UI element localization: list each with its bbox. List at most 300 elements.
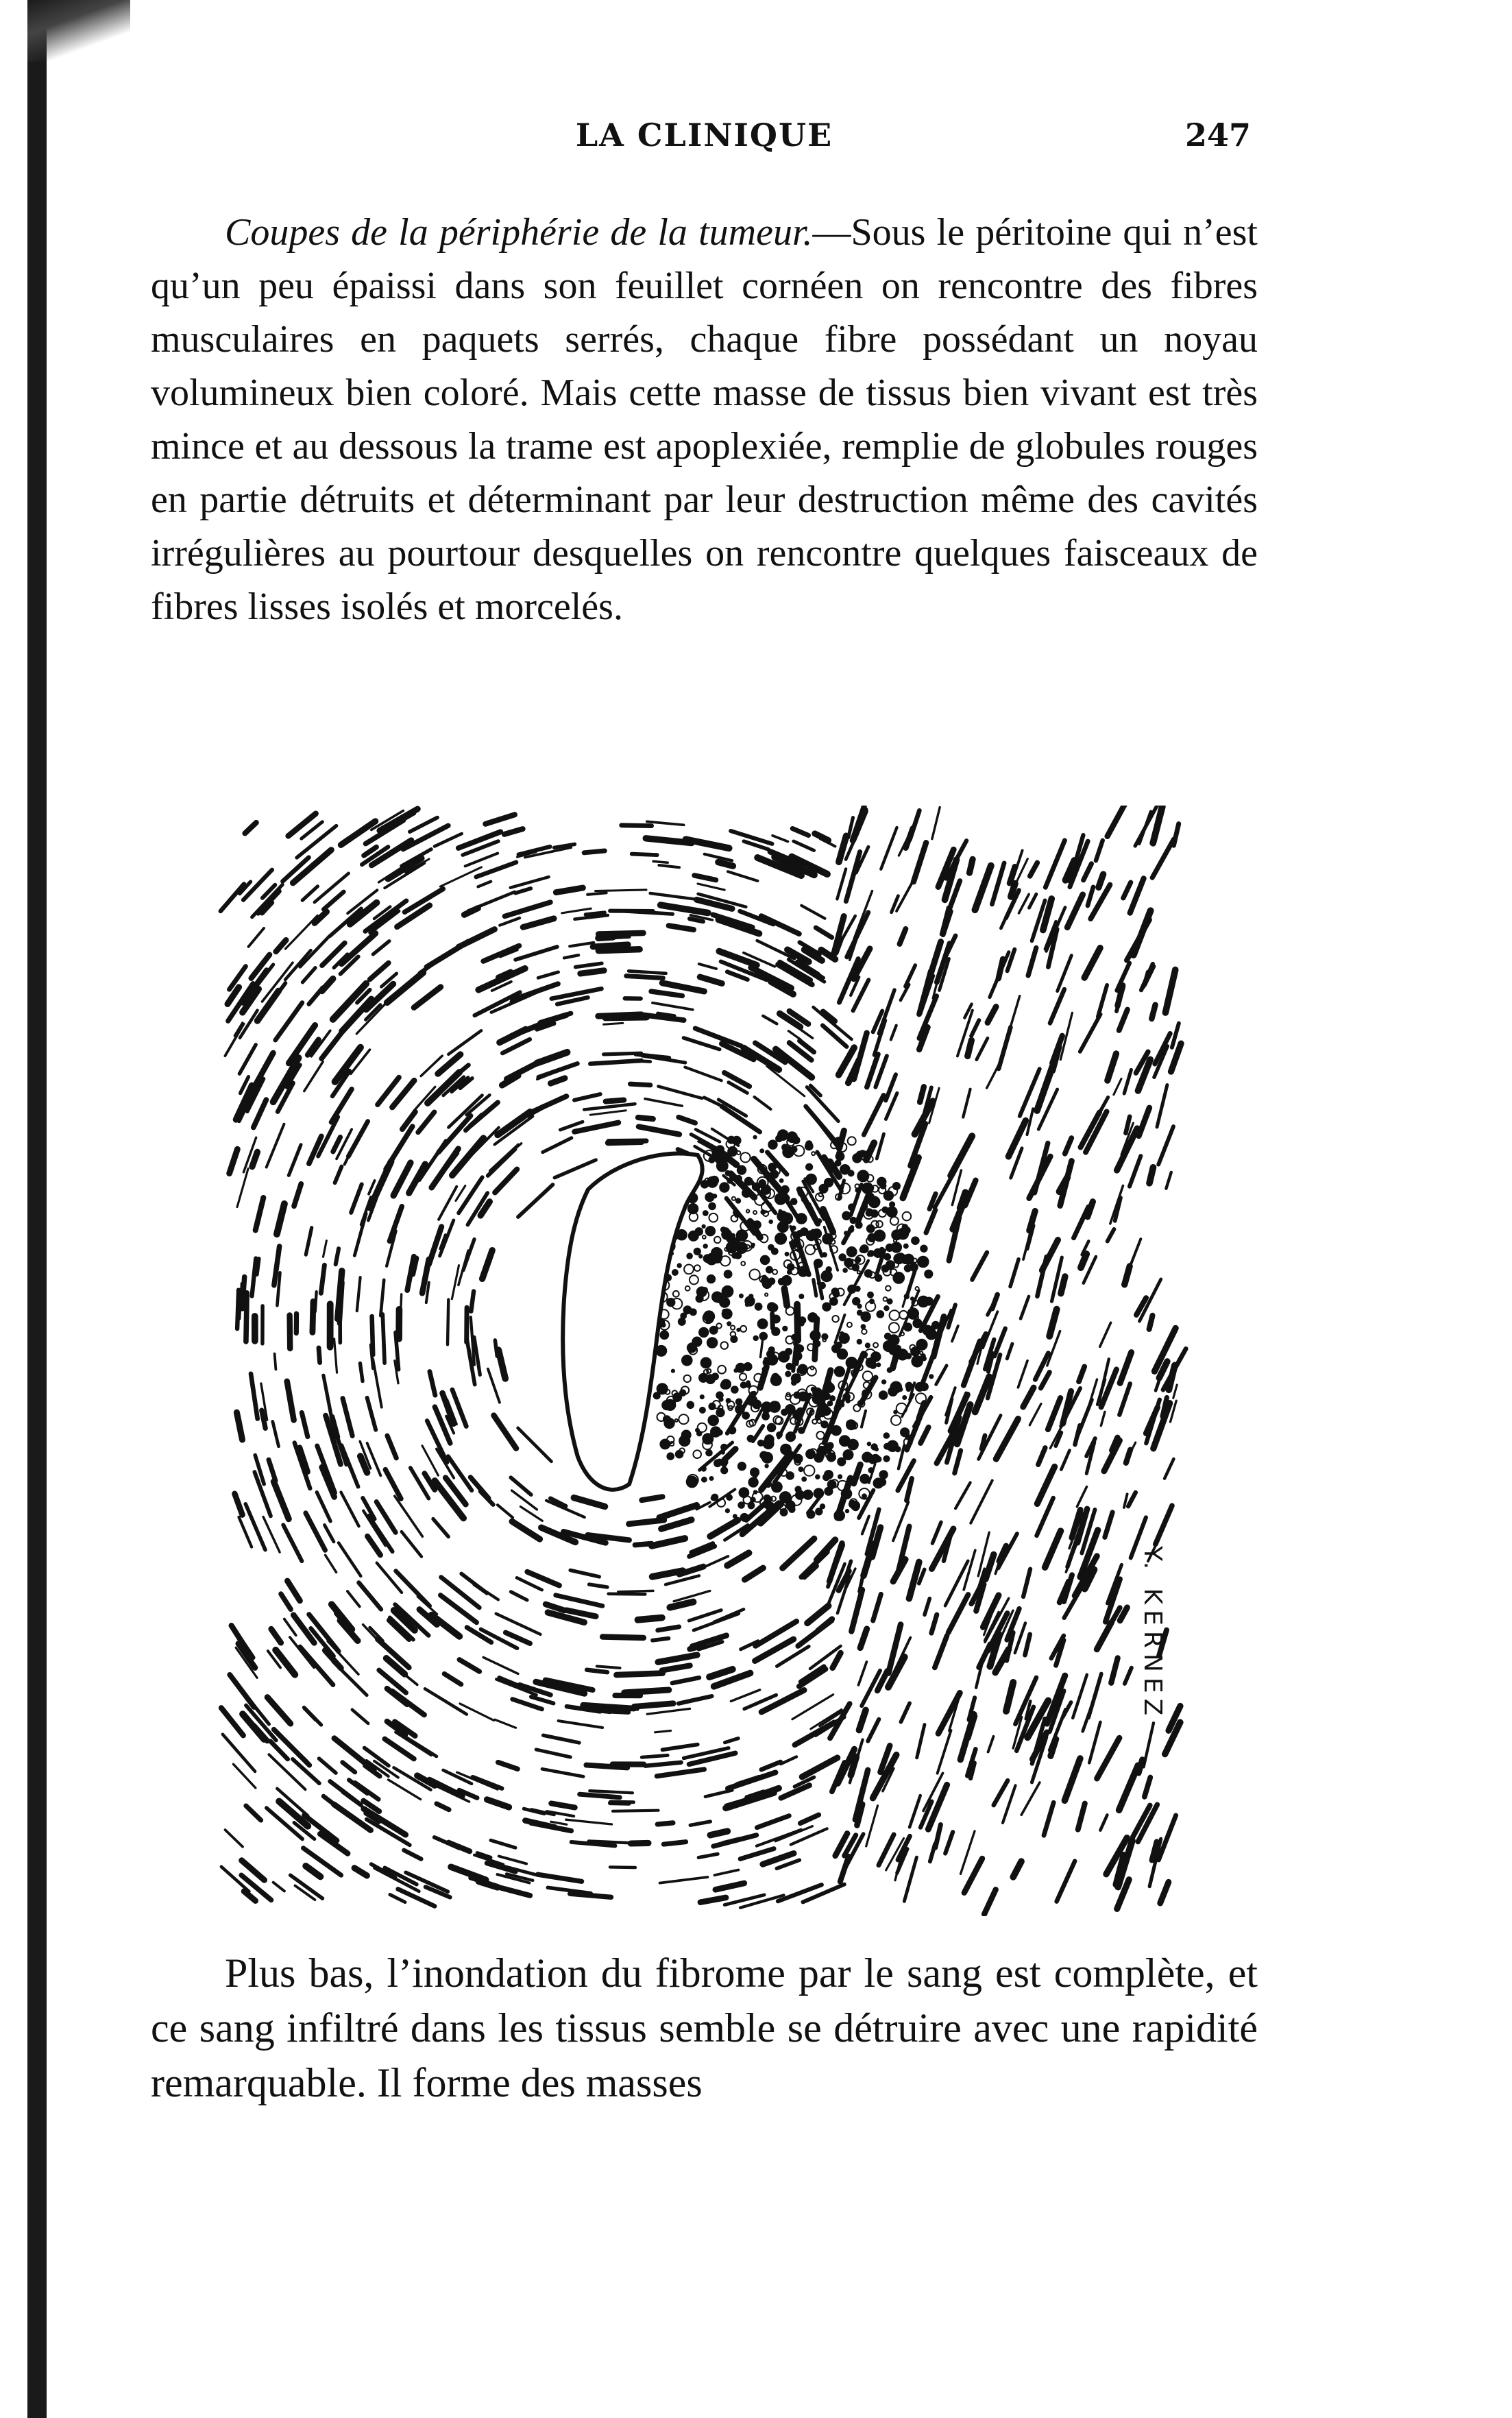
nucleus-dot [817, 1219, 821, 1223]
fiber-stroke [1019, 894, 1029, 913]
nucleus-dot [903, 1212, 912, 1221]
nucleus-dot [690, 1275, 698, 1284]
nucleus-dot [753, 1211, 757, 1214]
nucleus-dot [706, 1254, 717, 1265]
nucleus-dot [904, 1323, 912, 1331]
nucleus-dot [901, 1332, 904, 1335]
nucleus-dot [870, 1362, 876, 1368]
nucleus-dot [849, 1501, 856, 1508]
nucleus-dot [798, 1392, 807, 1401]
fiber-stroke [995, 1329, 1005, 1356]
nucleus-dot [738, 1502, 744, 1508]
nucleus-dot [736, 1364, 745, 1373]
nucleus-dot [667, 1453, 674, 1460]
fiber-stroke [325, 1525, 334, 1542]
nucleus-dot [685, 1286, 690, 1291]
fiber-stroke [584, 1104, 635, 1109]
fiber-stroke [1088, 1674, 1101, 1718]
fiber-stroke [1125, 1668, 1132, 1684]
nucleus-dot [807, 1367, 816, 1376]
nucleus-dot [780, 1179, 783, 1183]
fiber-stroke [1089, 1722, 1100, 1763]
nucleus-dot [827, 1453, 836, 1461]
nucleus-dot [729, 1427, 735, 1434]
fiber-stroke [1099, 874, 1103, 887]
fiber-stroke [373, 941, 389, 954]
fiber-stroke [500, 1029, 526, 1042]
fiber-stroke [244, 1891, 256, 1901]
fiber-stroke [538, 1874, 582, 1881]
fiber-stroke [823, 1012, 835, 1021]
fiber-stroke [650, 893, 699, 899]
fiber-stroke [1028, 948, 1036, 976]
fiber-stroke [837, 869, 846, 899]
fiber-stroke [660, 1877, 708, 1883]
nucleus-dot [849, 1227, 853, 1232]
nucleus-dot [821, 1421, 827, 1427]
nucleus-dot [849, 1204, 855, 1210]
fiber-stroke [1101, 1412, 1105, 1425]
paragraph-periphery [151, 206, 1258, 633]
nucleus-dot [894, 1411, 897, 1414]
fiber-stroke [335, 1167, 342, 1183]
nucleus-dot [694, 1265, 700, 1271]
fiber-stroke [616, 1673, 662, 1676]
nucleus-dot [806, 1174, 816, 1185]
nucleus-dot [862, 1329, 866, 1334]
nucleus-dot [831, 1429, 835, 1434]
nucleus-dot [693, 1450, 701, 1458]
nucleus-dot [798, 1427, 805, 1434]
fiber-stroke [651, 991, 682, 995]
nucleus-dot [737, 1166, 746, 1174]
fiber-stroke [1009, 996, 1019, 1032]
fiber-stroke [757, 1816, 789, 1828]
nucleus-dot [741, 1514, 748, 1521]
fiber-stroke [689, 1610, 721, 1621]
fiber-stroke [1127, 920, 1149, 960]
fiber-stroke [604, 1023, 623, 1024]
nucleus-dot [778, 1222, 788, 1232]
nucleus-dot [781, 1444, 791, 1455]
fiber-stroke [287, 1381, 294, 1420]
nucleus-dot [772, 1248, 778, 1255]
fiber-stroke [955, 1451, 961, 1473]
nucleus-dot [772, 1374, 779, 1381]
fiber-stroke [864, 1545, 873, 1576]
nucleus-dot [842, 1212, 851, 1220]
nucleus-dot [862, 1352, 867, 1357]
nucleus-dot [876, 1221, 882, 1227]
fiber-stroke [977, 1038, 988, 1059]
fiber-stroke [645, 1099, 682, 1106]
fiber-stroke [854, 1033, 867, 1079]
nucleus-dot [710, 1176, 718, 1185]
fiber-stroke [483, 1250, 493, 1279]
fiber-stroke [788, 1031, 801, 1040]
nucleus-dot [768, 1163, 776, 1171]
fiber-stroke [517, 1577, 542, 1590]
nucleus-dot [859, 1150, 866, 1157]
fiber-stroke [658, 1087, 702, 1098]
artist-signature: Y. KERNEZ [1138, 1546, 1167, 1721]
nucleus-dot [684, 1306, 692, 1314]
fiber-stroke [690, 1645, 704, 1649]
fiber-stroke [802, 1758, 837, 1777]
fiber-stroke [715, 1870, 739, 1876]
histology-drawing [218, 806, 1191, 1916]
fiber-stroke [487, 1800, 509, 1807]
fiber-stroke [410, 818, 437, 832]
fiber-stroke [1041, 1373, 1050, 1388]
fiber-stroke [658, 1627, 679, 1630]
fiber-stroke [657, 1823, 673, 1824]
fiber-stroke [803, 1885, 844, 1902]
nucleus-dot [840, 1333, 849, 1343]
nucleus-dot [857, 1305, 861, 1308]
fiber-stroke [1045, 1531, 1061, 1567]
nucleus-dot [888, 1368, 892, 1372]
nucleus-dot [719, 1398, 722, 1401]
nucleus-dot [808, 1313, 817, 1322]
fiber-stroke [716, 1883, 744, 1889]
nucleus-dot [714, 1237, 720, 1243]
nucleus-dot [769, 1347, 775, 1353]
fiber-stroke [772, 836, 788, 842]
fiber-stroke [360, 1364, 363, 1381]
fiber-stroke [1165, 970, 1175, 1013]
fiber-stroke [249, 928, 265, 947]
fiber-stroke [352, 1710, 368, 1724]
fiber-stroke [653, 1639, 669, 1641]
fiber-stroke [847, 912, 868, 957]
fiber-stroke [935, 1636, 947, 1668]
nucleus-dot [797, 1408, 804, 1415]
nucleus-dot [761, 1277, 769, 1285]
nucleus-dot [820, 1504, 825, 1508]
fiber-stroke [507, 1062, 539, 1079]
fiber-stroke [1064, 1758, 1080, 1800]
nucleus-dot [765, 1464, 768, 1467]
nucleus-dot [819, 1283, 825, 1289]
fiber-stroke [483, 1657, 518, 1673]
nucleus-dot [899, 1388, 902, 1391]
fiber-stroke [777, 1860, 799, 1868]
fiber-stroke [414, 987, 441, 1008]
fiber-stroke [1126, 1450, 1130, 1463]
fiber-stroke [860, 1629, 867, 1648]
nucleus-dot [889, 1322, 899, 1333]
nucleus-dot [863, 1371, 873, 1381]
fiber-stroke [986, 1555, 994, 1580]
fiber-stroke [336, 1248, 339, 1264]
fiber-stroke [500, 1144, 522, 1162]
fiber-stroke [345, 1147, 354, 1165]
nucleus-dot [740, 1294, 743, 1298]
nucleus-dot [753, 1474, 757, 1477]
fiber-stroke [926, 1210, 936, 1233]
nucleus-dot [766, 1267, 772, 1273]
nucleus-dot [884, 1433, 890, 1438]
nucleus-dot [760, 1149, 764, 1152]
nucleus-dot [931, 1325, 936, 1330]
fiber-stroke [727, 1553, 749, 1565]
nucleus-dot [802, 1477, 806, 1482]
nucleus-dot [765, 1293, 768, 1296]
fiber-stroke [932, 808, 940, 839]
nucleus-dot [868, 1442, 871, 1446]
nucleus-dot [711, 1496, 716, 1500]
fiber-stroke [931, 1615, 937, 1633]
nucleus-dot [721, 1381, 729, 1389]
fiber-stroke [1080, 1015, 1101, 1052]
nucleus-dot [687, 1253, 692, 1259]
nucleus-dot [736, 1399, 742, 1405]
nucleus-dot [722, 1460, 728, 1465]
running-title: LA CLINIQUE [575, 117, 833, 154]
fiber-stroke [638, 1117, 653, 1119]
fiber-stroke [518, 1428, 552, 1462]
fiber-stroke [964, 1859, 982, 1893]
nucleus-dot [682, 1431, 691, 1440]
fiber-stroke [866, 1806, 878, 1846]
nucleus-dot [712, 1373, 718, 1379]
nucleus-dot [790, 1418, 797, 1425]
fiber-stroke [245, 823, 256, 834]
nucleus-dot [724, 1270, 732, 1278]
fiber-stroke [303, 968, 316, 982]
fiber-stroke [777, 1647, 809, 1667]
fiber-stroke [289, 1145, 301, 1176]
nucleus-dot [903, 1396, 906, 1399]
fiber-stroke [868, 1719, 879, 1741]
fiber-stroke [932, 1522, 941, 1543]
fiber-stroke [798, 1621, 831, 1646]
fiber-stroke [725, 1739, 739, 1743]
nucleus-dot [726, 1509, 729, 1512]
fiber-stroke [319, 1348, 320, 1363]
fiber-stroke [1105, 1512, 1112, 1537]
fiber-stroke [544, 1735, 579, 1743]
nucleus-dot [745, 1178, 753, 1185]
fiber-stroke [1058, 956, 1072, 991]
fiber-stroke [910, 810, 919, 839]
fiber-stroke [389, 1780, 421, 1800]
fiber-stroke [728, 871, 757, 881]
fiber-stroke [700, 1556, 729, 1569]
fiber-stroke [471, 1292, 474, 1311]
nucleus-dot [716, 1323, 721, 1328]
nucleus-dot [704, 1311, 714, 1321]
fiber-stroke [315, 873, 349, 902]
fiber-stroke [862, 1411, 866, 1427]
fiber-stroke [862, 1516, 869, 1534]
fiber-stroke [669, 926, 694, 930]
fiber-stroke [801, 906, 825, 919]
nucleus-dot [732, 1253, 737, 1258]
nucleus-dot [929, 1375, 933, 1378]
fiber-stroke [792, 1695, 833, 1719]
fiber-stroke [333, 1137, 341, 1152]
nucleus-dot [748, 1436, 754, 1442]
nucleus-dot [758, 1319, 768, 1329]
fiber-stroke [987, 1056, 1004, 1089]
fiber-stroke [659, 1506, 696, 1518]
fiber-stroke [236, 1412, 242, 1440]
fiber-stroke [925, 1599, 929, 1615]
fiber-stroke [606, 1100, 624, 1102]
fiber-stroke [380, 1280, 384, 1316]
nucleus-dot [884, 1254, 890, 1260]
nucleus-dot [758, 1440, 764, 1446]
nucleus-dot [812, 1388, 816, 1392]
nucleus-dot [913, 1319, 921, 1327]
nucleus-dot [675, 1419, 678, 1422]
fiber-stroke [1053, 1047, 1059, 1071]
fiber-stroke [917, 1725, 925, 1758]
fiber-stroke [593, 945, 628, 947]
fiber-stroke [1038, 1448, 1045, 1465]
fiber-stroke [1139, 1108, 1149, 1136]
nucleus-dot [782, 1144, 788, 1150]
nucleus-dot [735, 1213, 740, 1218]
nucleus-dot [846, 1357, 857, 1368]
nucleus-dot [819, 1185, 827, 1193]
nucleus-dot [768, 1140, 777, 1148]
fiber-stroke [938, 1730, 951, 1774]
fiber-stroke [254, 1100, 267, 1127]
nucleus-dot [753, 1400, 761, 1408]
nucleus-dot [721, 1467, 727, 1473]
fiber-stroke [465, 854, 498, 867]
fiber-stroke [321, 1265, 324, 1293]
fiber-stroke [354, 1868, 367, 1876]
fiber-stroke [891, 1026, 897, 1040]
nucleus-dot [712, 1292, 722, 1303]
fiber-stroke [968, 1040, 972, 1056]
fiber-stroke [761, 916, 799, 934]
nucleus-dot [798, 1365, 807, 1374]
nucleus-dot [792, 1226, 796, 1231]
fiber-stroke [1151, 1005, 1155, 1019]
nucleus-dot [890, 1202, 894, 1207]
nucleus-dot [736, 1198, 740, 1202]
nucleus-dot [769, 1278, 775, 1284]
nucleus-dot [875, 1274, 881, 1281]
fiber-stroke [1108, 1229, 1114, 1242]
fiber-stroke [343, 1792, 363, 1807]
nucleus-dot [702, 1466, 706, 1471]
fiber-stroke [630, 1084, 650, 1085]
nucleus-dot [740, 1409, 744, 1413]
fiber-stroke [478, 882, 491, 887]
nucleus-dot [657, 1383, 668, 1394]
fiber-stroke [814, 1280, 816, 1296]
fiber-stroke [302, 1413, 308, 1437]
nucleus-dot [662, 1401, 671, 1410]
nucleus-dot [741, 1261, 745, 1266]
fiber-stroke [546, 1501, 585, 1517]
fiber-stroke [1074, 1207, 1088, 1237]
nucleus-dot [799, 1294, 803, 1298]
fiber-stroke [1096, 841, 1103, 861]
fiber-stroke [964, 1550, 975, 1590]
nucleus-dot [794, 1352, 802, 1360]
nucleus-dot [865, 1270, 872, 1277]
nucleus-dot [844, 1259, 853, 1267]
nucleus-dot [844, 1231, 848, 1235]
nucleus-dot [762, 1453, 772, 1463]
nucleus-dot [697, 1287, 707, 1296]
nucleus-dot [682, 1355, 692, 1366]
nucleus-dot [836, 1161, 841, 1166]
fiber-stroke [1044, 1802, 1053, 1835]
nucleus-dot [877, 1178, 886, 1186]
histology-illustration [218, 806, 1191, 1916]
nucleus-dot [846, 1420, 854, 1428]
nucleus-dot [754, 1136, 757, 1139]
nucleus-dot [749, 1294, 753, 1298]
nucleus-dot [785, 1372, 790, 1377]
fiber-stroke [468, 892, 515, 910]
nucleus-dot [746, 1220, 755, 1229]
nucleus-dot [891, 1416, 901, 1425]
nucleus-dot [772, 1316, 780, 1323]
nucleus-dot [884, 1306, 888, 1310]
fiber-stroke [602, 1637, 644, 1639]
nucleus-dot [805, 1143, 813, 1150]
nucleus-dot [838, 1349, 847, 1359]
fiber-stroke [659, 865, 679, 867]
fiber-stroke [1158, 1126, 1173, 1165]
fiber-stroke [1119, 1010, 1127, 1030]
nucleus-dot [694, 1248, 700, 1255]
nucleus-dot [862, 1325, 866, 1329]
fiber-stroke [283, 1525, 302, 1561]
fiber-stroke [377, 1563, 402, 1593]
fiber-stroke [1144, 972, 1148, 987]
fiber-stroke [961, 1831, 975, 1874]
nucleus-dot [790, 1240, 798, 1248]
fiber-stroke [801, 1552, 827, 1577]
nucleus-dot [836, 1152, 844, 1161]
fiber-stroke [418, 1112, 435, 1133]
fiber-stroke [550, 1078, 565, 1084]
nucleus-dot [700, 1395, 704, 1399]
fiber-stroke [910, 1796, 920, 1827]
fiber-stroke [230, 1149, 238, 1173]
fiber-stroke [642, 1497, 662, 1500]
fiber-stroke [638, 1618, 662, 1620]
fiber-stroke [276, 1003, 302, 1041]
fiber-stroke [1008, 1121, 1025, 1157]
nucleus-dot [882, 1207, 888, 1213]
fiber-stroke [745, 1568, 764, 1580]
fiber-stroke [269, 1460, 276, 1481]
nucleus-dot [786, 1432, 795, 1441]
nucleus-dot [892, 1242, 901, 1252]
fiber-stroke [543, 1138, 572, 1152]
fiber-stroke [1119, 1765, 1138, 1810]
fiber-stroke [570, 1894, 611, 1897]
fiber-stroke [710, 1831, 727, 1835]
fiber-stroke [647, 1708, 690, 1714]
fiber-stroke [1048, 1398, 1060, 1429]
nucleus-dot [855, 1184, 859, 1188]
fiber-stroke [698, 884, 724, 890]
nucleus-dot [832, 1288, 839, 1295]
nucleus-dot [700, 1407, 705, 1413]
